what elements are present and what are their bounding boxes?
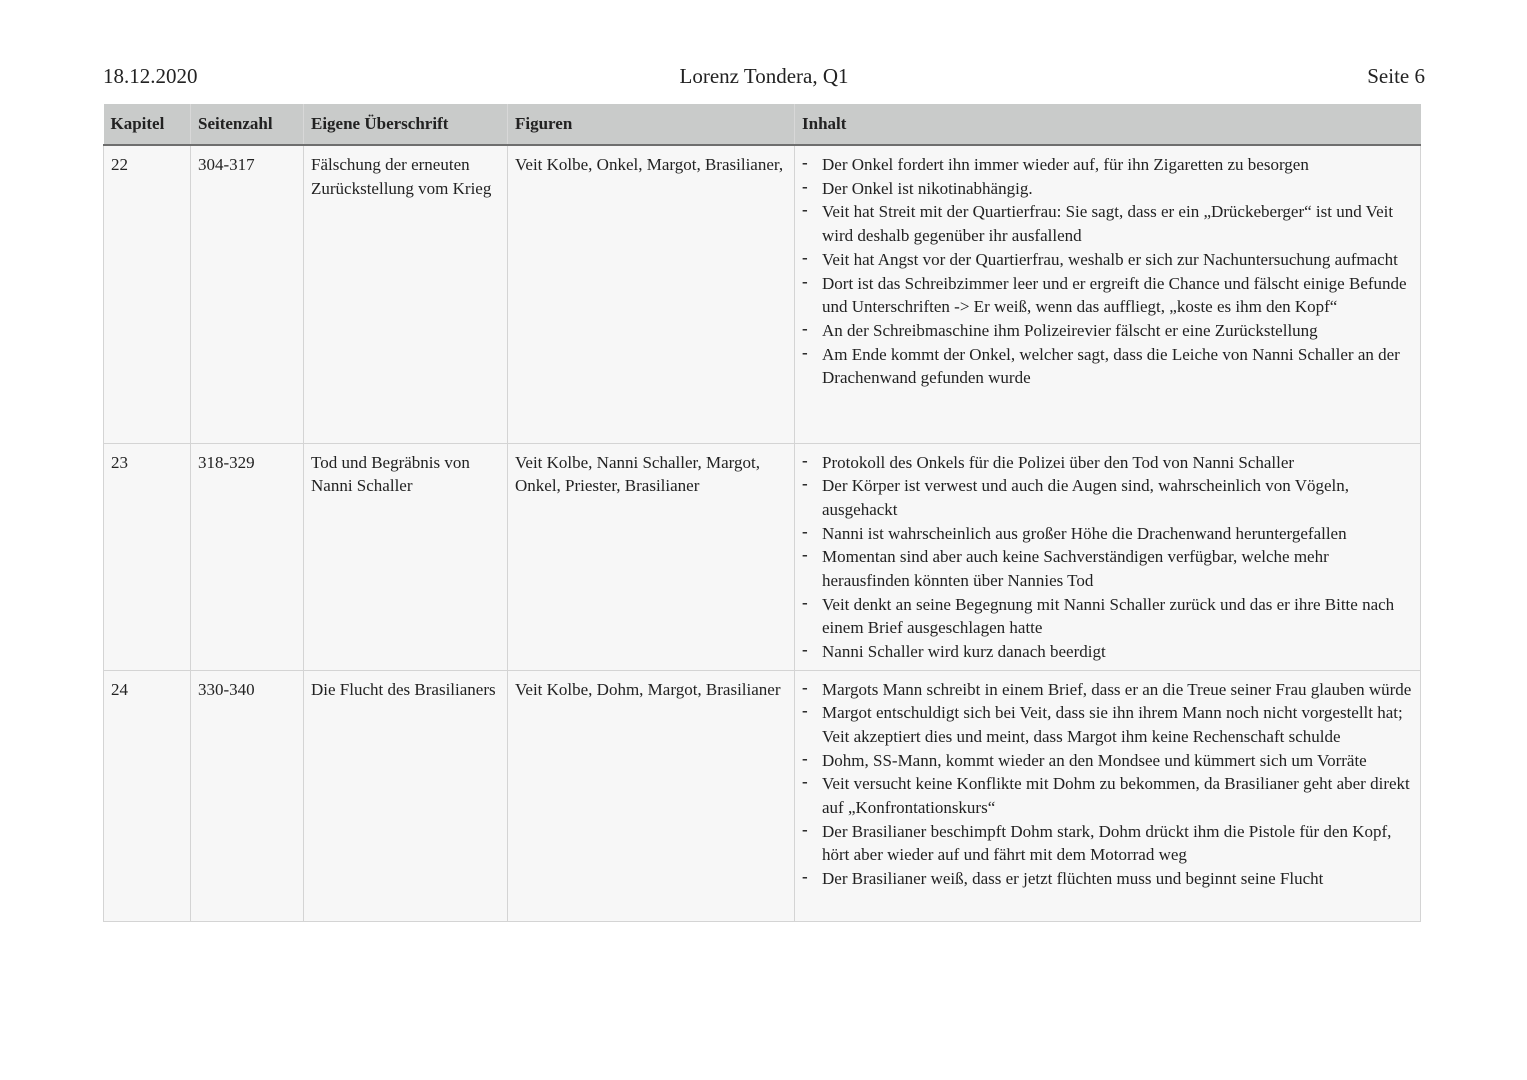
cell-ueberschrift: Fälschung der erneuten Zurückstellung vom Krieg	[304, 145, 508, 443]
cell-inhalt	[795, 670, 1421, 921]
chapter-table	[103, 104, 1421, 922]
list-item: - Der Körper ist verwest und auch die Augen sind, wahrscheinlich von Vögeln, ausgehackt	[802, 474, 1413, 521]
table-row	[104, 145, 1421, 443]
cell-inhalt	[795, 443, 1421, 670]
cell-figuren: Veit Kolbe, Nanni Schaller, Margot, Onkel, Priester, Brasilianer	[508, 443, 795, 670]
cell-figuren: Veit Kolbe, Dohm, Margot, Brasilianer	[508, 670, 795, 921]
content-list	[802, 451, 1413, 664]
list-item: - Momentan sind aber auch keine Sachverständigen verfügbar, welche mehr herausfinden könnten über Nannies Tod	[802, 545, 1413, 592]
cell-ueberschrift: Tod und Begräbnis von Nanni Schaller	[304, 443, 508, 670]
column-header-seitenzahl: Seitenzahl	[191, 104, 304, 145]
cell-kapitel: 22	[104, 145, 191, 443]
list-item: - Veit versucht keine Konflikte mit Dohm zu bekommen, da Brasilianer geht aber direkt auf „Konfrontationskurs“	[802, 772, 1413, 819]
list-item: - Margots Mann schreibt in einem Brief, dass er an die Treue seiner Frau glauben würde	[802, 678, 1413, 702]
list-item: - Am Ende kommt der Onkel, welcher sagt, dass die Leiche von Nanni Schaller an der Drachenwand gefunden wurde	[802, 343, 1413, 390]
list-item: - Der Onkel fordert ihn immer wieder auf, für ihn Zigaretten zu besorgen	[802, 153, 1413, 177]
cell-kapitel: 24	[104, 670, 191, 921]
cell-seitenzahl: 318-329	[191, 443, 304, 670]
column-header-inhalt: Inhalt	[795, 104, 1421, 145]
list-item: - Dort ist das Schreibzimmer leer und er ergreift die Chance und fälscht einige Befunde und Unterschriften -> Er weiß, wenn das auffliegt, „koste es ihm den Kopf“	[802, 272, 1413, 319]
column-header-ueberschrift: Eigene Überschrift	[304, 104, 508, 145]
table-header-row	[104, 104, 1421, 145]
list-item: - Der Brasilianer beschimpft Dohm stark, Dohm drückt ihm die Pistole für den Kopf, hört aber wieder auf und fährt mit dem Motorrad weg	[802, 820, 1413, 867]
cell-kapitel: 23	[104, 443, 191, 670]
list-item: - Margot entschuldigt sich bei Veit, dass sie ihn ihrem Mann noch nicht vorgestellt hat; Veit akzeptiert dies und meint, dass Margot ihm keine Rechenschaft schulde	[802, 701, 1413, 748]
cell-ueberschrift: Die Flucht des Brasilianers	[304, 670, 508, 921]
cell-inhalt	[795, 145, 1421, 443]
table-row	[104, 443, 1421, 670]
page-header	[103, 64, 1425, 94]
header-date: 18.12.2020	[103, 64, 198, 88]
content-list	[802, 678, 1413, 891]
list-item: - An der Schreibmaschine ihm Polizeirevier fälscht er eine Zurückstellung	[802, 319, 1413, 343]
list-item: - Der Brasilianer weiß, dass er jetzt flüchten muss und beginnt seine Flucht	[802, 867, 1413, 891]
table-row	[104, 670, 1421, 921]
list-item: - Veit denkt an seine Begegnung mit Nanni Schaller zurück und das er ihre Bitte nach einem Brief ausgeschlagen hatte	[802, 593, 1413, 640]
list-item: - Dohm, SS-Mann, kommt wieder an den Mondsee und kümmert sich um Vorräte	[802, 749, 1413, 773]
list-item: - Veit hat Streit mit der Quartierfrau: Sie sagt, dass er ein „Drückeberger“ ist und Veit wird deshalb gegenüber ihr ausfallend	[802, 200, 1413, 247]
header-author: Lorenz Tondera, Q1	[679, 64, 849, 88]
cell-seitenzahl: 330-340	[191, 670, 304, 921]
content-list	[802, 153, 1413, 390]
list-item: - Veit hat Angst vor der Quartierfrau, weshalb er sich zur Nachuntersuchung aufmacht	[802, 248, 1413, 272]
column-header-figuren: Figuren	[508, 104, 795, 145]
list-item: - Nanni ist wahrscheinlich aus großer Höhe die Drachenwand heruntergefallen	[802, 522, 1413, 546]
header-page-number: Seite 6	[1367, 64, 1425, 88]
list-item: - Der Onkel ist nikotinabhängig.	[802, 177, 1413, 201]
cell-seitenzahl: 304-317	[191, 145, 304, 443]
column-header-kapitel: Kapitel	[104, 104, 191, 145]
list-item: - Protokoll des Onkels für die Polizei über den Tod von Nanni Schaller	[802, 451, 1413, 475]
cell-figuren: Veit Kolbe, Onkel, Margot, Brasilianer,	[508, 145, 795, 443]
list-item: - Nanni Schaller wird kurz danach beerdigt	[802, 640, 1413, 664]
